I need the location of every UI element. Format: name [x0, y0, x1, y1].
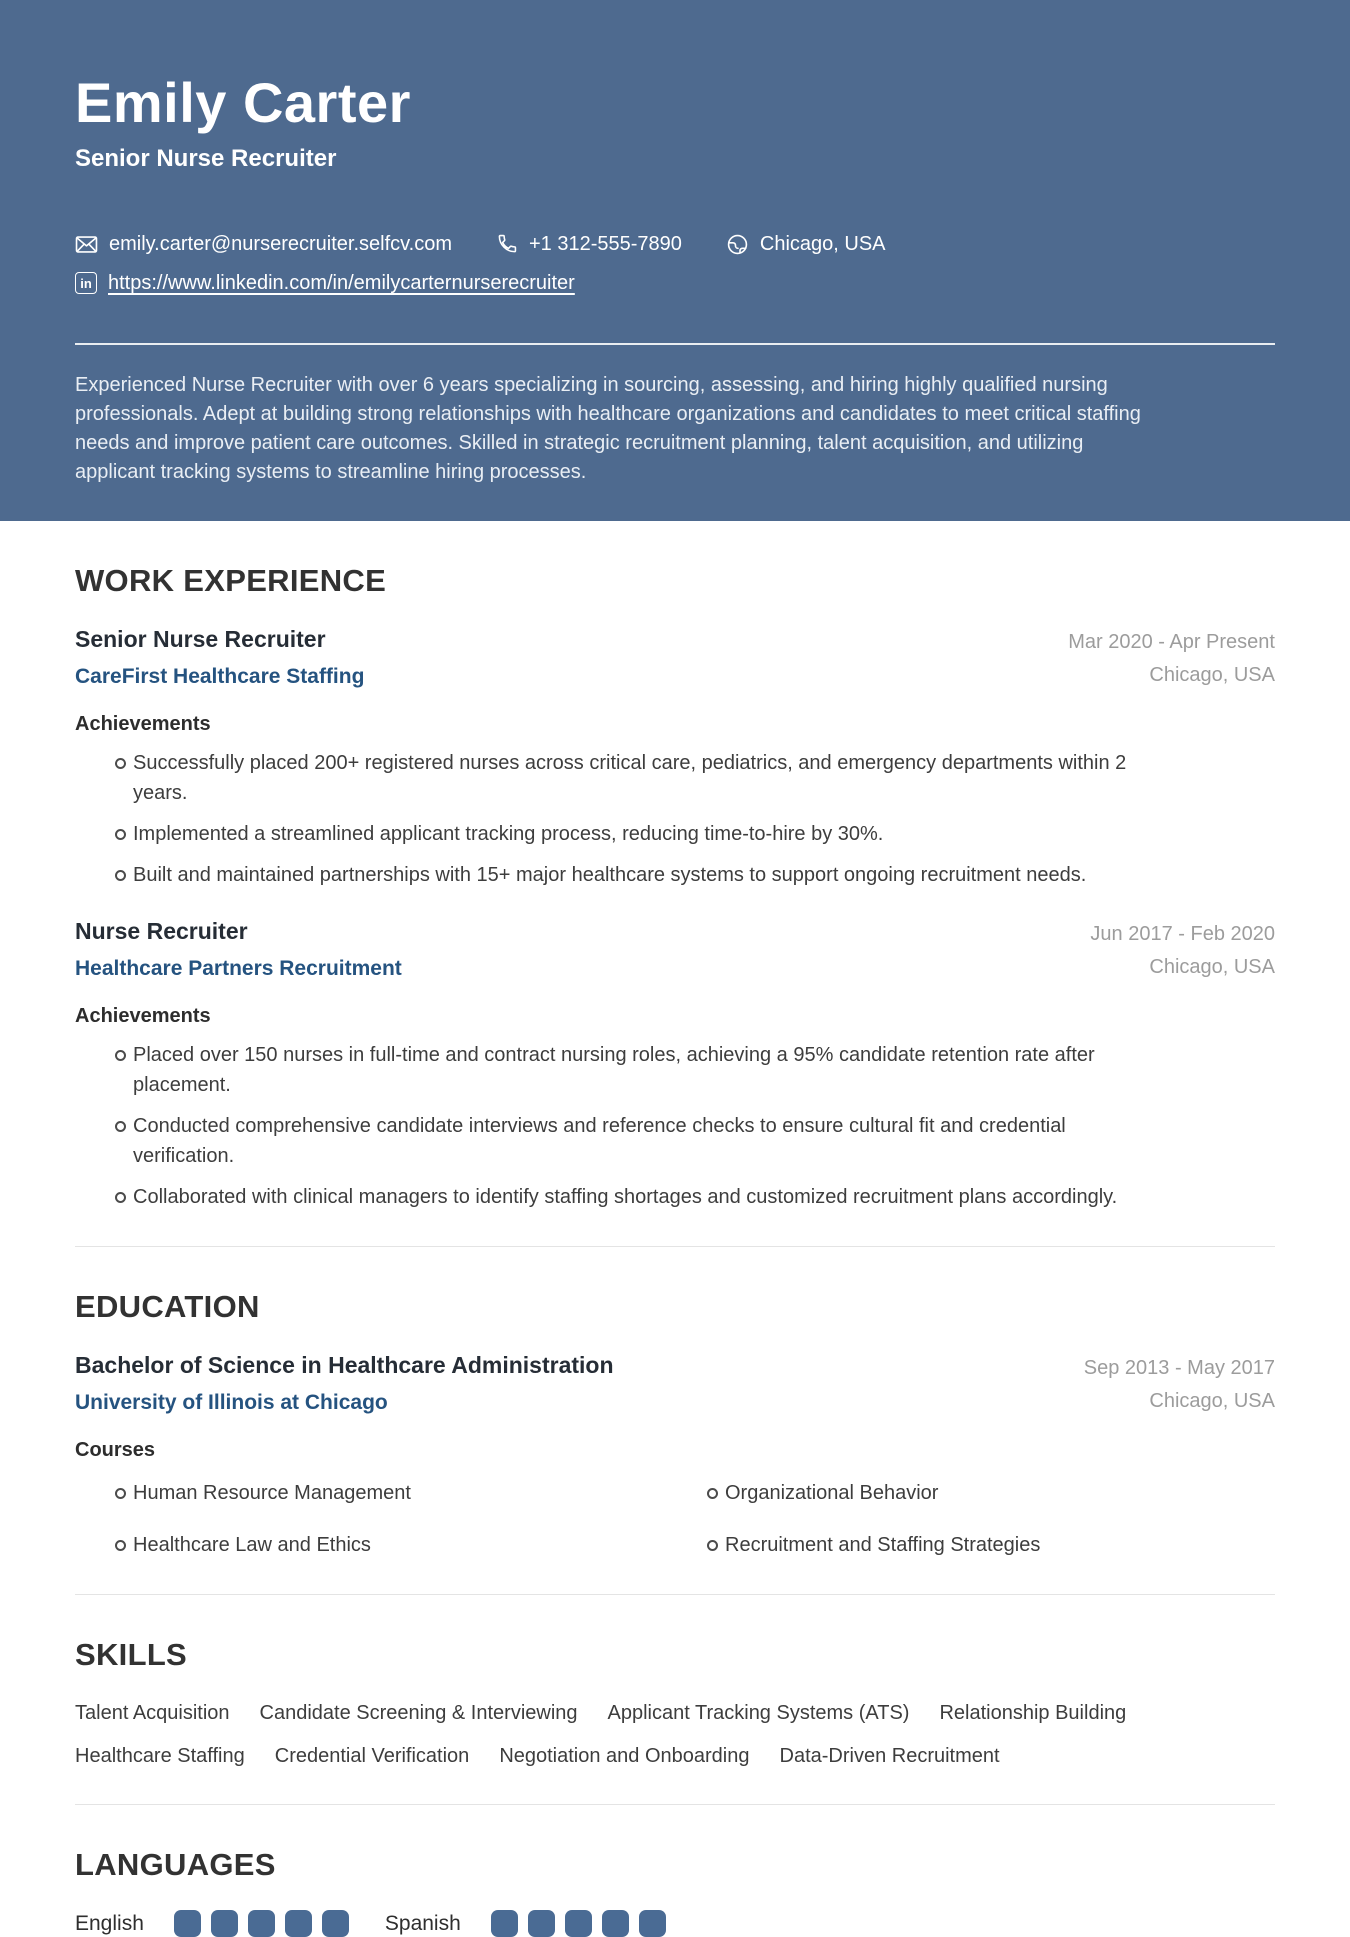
level-square: [174, 1910, 201, 1937]
level-square: [491, 1910, 518, 1937]
job-entry: [75, 918, 1275, 1212]
languages-heading: LANGUAGES: [75, 1847, 276, 1882]
languages-list: [75, 1910, 1275, 1937]
achievements-label: Achievements: [75, 1005, 211, 1027]
course-item: Recruitment and Staffing Strategies: [667, 1530, 1275, 1560]
envelope-icon: [75, 233, 98, 256]
job-entry: [75, 626, 1275, 890]
school-name: University of Illinois at Chicago: [75, 1391, 388, 1414]
contact-linkedin: [75, 270, 575, 296]
contact-phone: [496, 231, 682, 257]
degree-title: Bachelor of Science in Healthcare Administration: [75, 1352, 614, 1378]
education-entry-left: [75, 1352, 614, 1416]
phone-number: +1 312-555-7890: [528, 233, 682, 255]
job-dates: Mar 2020 - Apr Present: [1068, 631, 1275, 653]
course-item: Organizational Behavior: [667, 1478, 1275, 1508]
job-title: Senior Nurse Recruiter: [75, 626, 326, 652]
work-experience-heading: WORK EXPERIENCE: [75, 563, 387, 598]
achievements-label: Achievements: [75, 713, 211, 735]
level-square: [639, 1910, 666, 1937]
education-dates: Sep 2013 - May 2017: [1083, 1357, 1275, 1379]
job-title: Nurse Recruiter: [75, 918, 248, 944]
courses-list: [75, 1478, 1275, 1560]
job-location: Chicago, USA: [1149, 956, 1275, 978]
skills-list: [75, 1700, 1275, 1770]
language-level: [174, 1910, 349, 1937]
profile-summary: Experienced Nurse Recruiter with over 6 years specializing in sourcing, assessing, and hiring highly qualified nursing professionals. Adept at building strong relationships with healthcare organizations and candidates to meet critical staffing needs and improve patient care outcomes. Skilled in strategic recruitment planning, talent acquisition, and utilizing applicant tracking systems to streamline hiring processes.: [75, 374, 1141, 483]
header-divider: [75, 343, 1275, 345]
education-entry-header: [75, 1352, 1275, 1418]
language-name: English: [75, 1912, 144, 1935]
education-entry: [75, 1352, 1275, 1560]
level-square: [602, 1910, 629, 1937]
phone-icon: [496, 233, 518, 255]
skill-item: Data-Driven Recruitment: [779, 1745, 1000, 1767]
skill-item: Talent Acquisition: [75, 1702, 230, 1724]
skill-item: Relationship Building: [939, 1702, 1127, 1724]
achievement-item: Placed over 150 nurses in full-time and contract nursing roles, achieving a 95% candidate retention rate after placement.: [75, 1040, 1150, 1100]
section-education: [75, 1247, 1275, 1560]
candidate-name: Emily Carter: [75, 71, 411, 134]
level-square: [211, 1910, 238, 1937]
education-entry-meta: [1084, 1352, 1275, 1418]
skill-item: Credential Verification: [274, 1745, 470, 1767]
level-square: [322, 1910, 349, 1937]
level-square: [285, 1910, 312, 1937]
job-dates: Jun 2017 - Feb 2020: [1090, 923, 1275, 945]
section-languages: [75, 1805, 1275, 1937]
resume-header: [0, 0, 1350, 521]
job-entry-left: [75, 626, 364, 690]
resume-body: [0, 521, 1350, 1937]
contact-row: [75, 231, 1275, 257]
language-item: [75, 1910, 349, 1937]
language-level: [491, 1910, 666, 1937]
job-entry-meta: [1090, 918, 1275, 984]
achievement-item: Collaborated with clinical managers to identify staffing shortages and customized recruitment plans accordingly.: [75, 1182, 1150, 1212]
globe-icon: [726, 233, 749, 256]
language-item: [385, 1910, 666, 1937]
linkedin-link[interactable]: https://www.linkedin.com/in/emilycarternurserecruiter: [108, 272, 575, 294]
company-name: Healthcare Partners Recruitment: [75, 957, 402, 980]
section-work-experience: [75, 521, 1275, 1212]
course-item: Human Resource Management: [75, 1478, 667, 1508]
company-name: CareFirst Healthcare Staffing: [75, 665, 365, 688]
achievement-item: Built and maintained partnerships with 15+ major healthcare systems to support ongoing recruitment needs.: [75, 860, 1150, 890]
level-square: [248, 1910, 275, 1937]
location-text: Chicago, USA: [759, 233, 886, 255]
job-location: Chicago, USA: [1149, 664, 1275, 686]
jobs-list: [75, 626, 1275, 1212]
course-item: Healthcare Law and Ethics: [75, 1530, 667, 1560]
achievements-list: [75, 748, 1275, 890]
courses-label: Courses: [75, 1439, 156, 1461]
email-address: emily.carter@nurserecruiter.selfcv.com: [109, 233, 452, 255]
contact-email: [75, 231, 452, 257]
achievement-item: Implemented a streamlined applicant tracking process, reducing time-to-hire by 30%.: [75, 819, 1150, 849]
achievement-item: Successfully placed 200+ registered nurses across critical care, pediatrics, and emergency departments within 2 years.: [75, 748, 1150, 808]
language-name: Spanish: [384, 1912, 461, 1935]
candidate-title: Senior Nurse Recruiter: [75, 145, 337, 172]
skill-item: Healthcare Staffing: [75, 1745, 245, 1767]
contact-location: [726, 231, 886, 257]
level-square: [565, 1910, 592, 1937]
skill-item: Candidate Screening & Interviewing: [259, 1702, 578, 1724]
skill-item: Negotiation and Onboarding: [499, 1745, 750, 1767]
section-skills: [75, 1595, 1275, 1770]
contact-row-linkedin: [75, 270, 1275, 296]
achievements-list: [75, 1040, 1275, 1212]
job-entry-left: [75, 918, 402, 982]
level-square: [528, 1910, 555, 1937]
job-entry-meta: [1068, 626, 1275, 692]
skill-item: Applicant Tracking Systems (ATS): [607, 1702, 910, 1724]
job-entry-header: [75, 626, 1275, 692]
skills-heading: SKILLS: [75, 1637, 188, 1672]
education-location: Chicago, USA: [1149, 1390, 1275, 1412]
linkedin-icon: in: [75, 272, 97, 294]
education-heading: EDUCATION: [75, 1289, 260, 1324]
job-entry-header: [75, 918, 1275, 984]
achievement-item: Conducted comprehensive candidate interviews and reference checks to ensure cultural fit and credential verification.: [75, 1111, 1150, 1171]
